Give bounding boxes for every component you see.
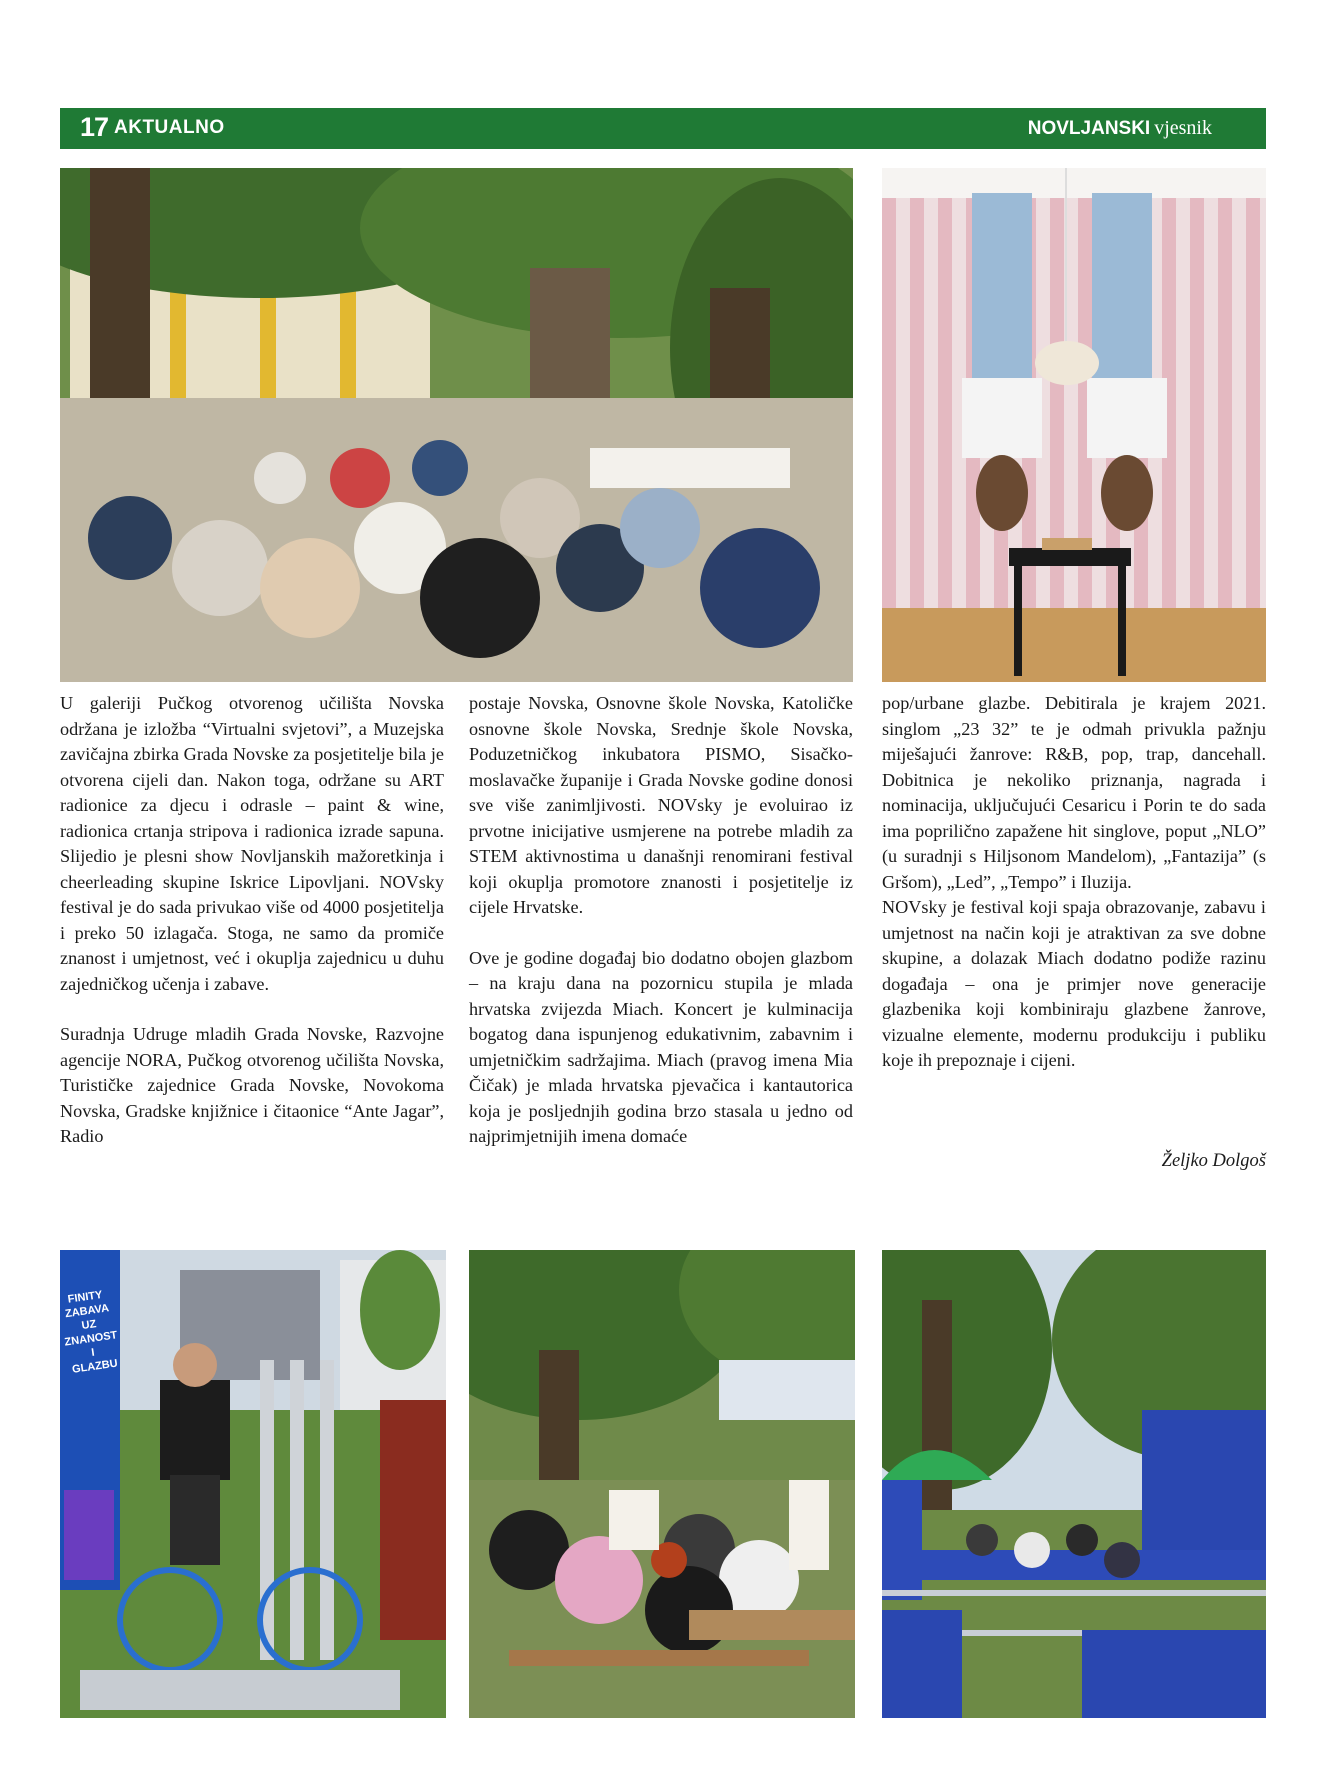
- page-number: 17: [80, 112, 109, 142]
- brand-name: NOVLJANSKI: [1027, 117, 1151, 139]
- upside-down-room-photo: [882, 168, 1266, 682]
- article-column-1: [60, 691, 444, 1150]
- inflatable-human-foosball-photo: [882, 1250, 1266, 1718]
- banner-line: ZNANOST I: [63, 1329, 119, 1359]
- article-paragraph: Suradnja Udruge mladih Grada Novske, Razvojne agencije NORA, Pučkog otvorenog učilišta Novska, Turističke zajednice Grada Novske, Novokoma Novska, Gradske knjižnice i čitaonice “Ante Jagar”, Radio: [60, 1024, 444, 1146]
- article-paragraph: Ove je godine događaj bio dodatno obojen glazbom – na kraju dana na pozornicu stupila je mlada hrvatska zvijezda Miach. Koncert je kulminacija bogatog dana ispunjenog edukativnim, zabavnim i umjetničkim sadržajima. Miach (pravog imena Mia Čičak) je mlada hrvatska pjevačica i kantautorica koja je posljednjih godina brzo stasala u jedno od najprimjetnijih imena domaće: [469, 947, 853, 1146]
- article-paragraph: pop/urbane glazbe. Debitirala je krajem 2021. singlom „23 32” te je odmah privukla pažnju miješajući žanrove: R&B, pop, trap, dancehall. Dobitnica je nekoliko priznanja, nagrada i nominacija, uključujući Cesaricu i Porin te do sada ima poprilično zapažene hit singlove, poput „NLO” (u suradnji s Hiljsonom Mandelom), „Fantazija” (s Gršom), „Led”, „Tempo” i Iluzija.: [882, 693, 1266, 892]
- banner-line: ZABAVA UZ: [64, 1302, 110, 1333]
- page-header: [60, 108, 1266, 149]
- banner-line: GLAZBU: [71, 1357, 119, 1376]
- article-paragraph: NOVsky je festival koji spaja obrazovanje, zabavu i umjetnost na način koji je atraktivan za sve dobne skupine, a dolazak Miach dodatno podiže razinu događaja – ona je primjer nove generacije glazbenika koji kombiniraju glazbene žanrove, vizualne elemente, modernu produkciju i publiku koje ih prepoznaje i cijeni.: [882, 897, 1266, 1070]
- article-paragraph: postaje Novska, Osnovne škole Novska, Katoličke osnovne škole Novska, Srednje škole Novska, Poduzetničkog inkubatora PISMO, Sisačko-moslavačke županije i Grada Novske godine donosi sve više zanimljivosti. NOVsky je evoluirao iz prvotne inicijative usmjerene na potrebe mladih za STEM aktivnostima u današnji renomirani festival koji okuplja promotore znanosti i posjetitelje iz cijele Hrvatske.: [469, 693, 853, 917]
- article-paragraph: U galeriji Pučkog otvorenog učilišta Novska održana je izložba “Virtualni svjetovi”, a Muzejska zavičajna zbirka Grada Novske za posjetitelje bila je otvorena cijeli dan. Nakon toga, održane su ART radionice za djecu i odrasle – paint & wine, radionica crtanja stripova i radionica izrade sapuna. Slijedio je plesni show Novljanskih mažoretkinja i cheerleading skupine Iskrice Lipovljani. NOVsky festival je do sada privukao više od 4000 posjetitelja i preko 50 izlagača. Stoga, ne samo da promiče znanost i umjetnost, već i okuplja zajednicu u duhu zajedničkog učenja i zabave.: [60, 693, 444, 994]
- masthead: [1028, 108, 1212, 149]
- brand-subtitle: vjesnik: [1154, 117, 1212, 139]
- article-column-2: [469, 691, 853, 1150]
- bicycle-generator-photo: [60, 1250, 446, 1718]
- paint-and-wine-workshop-photo: [469, 1250, 855, 1718]
- article-column-3: [882, 691, 1266, 1074]
- article-author: Željko Dolgoš: [1161, 1151, 1266, 1171]
- section-label: AKTUALNO: [114, 117, 225, 138]
- banner-line: FINITY: [67, 1288, 104, 1306]
- festival-crowd-photo: [60, 168, 853, 682]
